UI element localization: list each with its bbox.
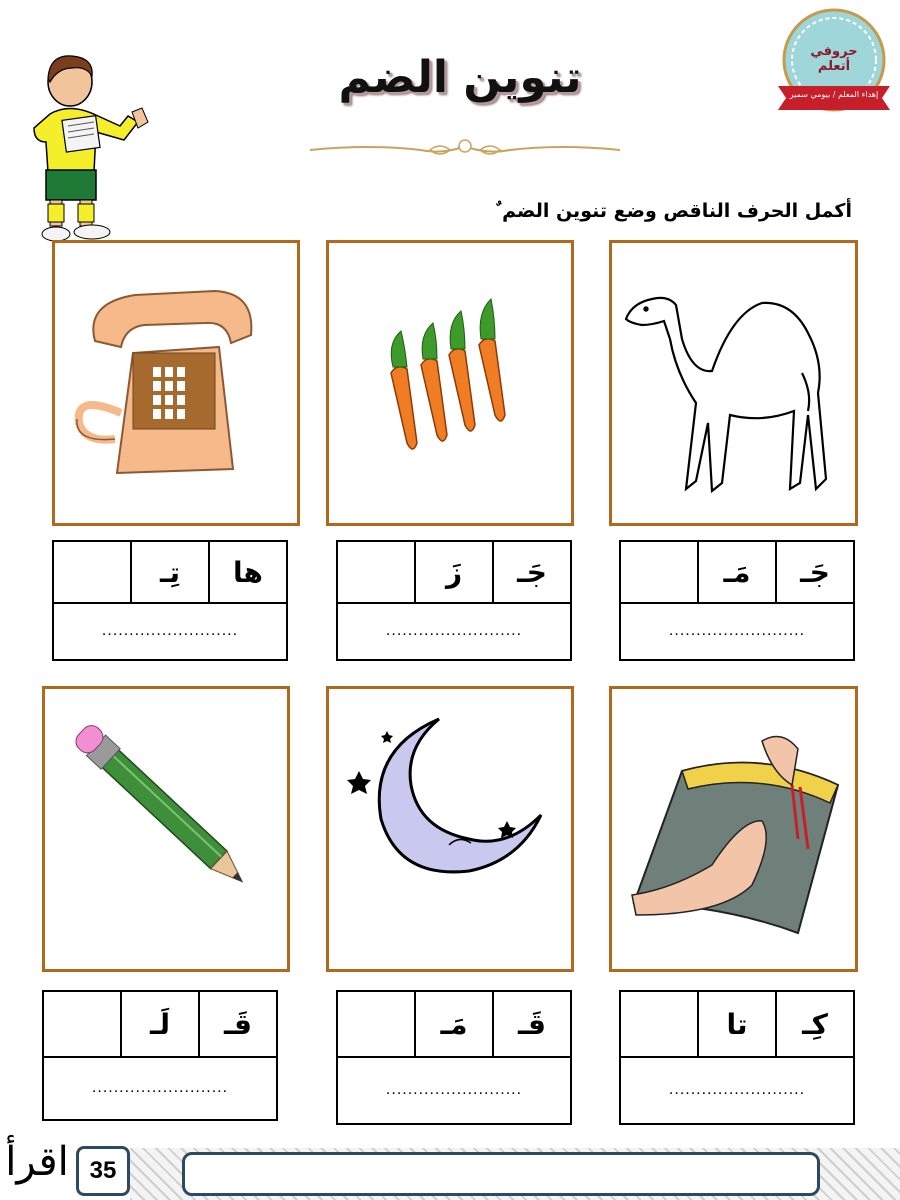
logo-seal xyxy=(774,6,894,116)
letter-cell: لَـ xyxy=(120,992,198,1056)
page-title: تنوين الضم xyxy=(338,52,582,103)
letter-cell: قَـ xyxy=(198,992,276,1056)
iqra-calligraphy: اقرأ xyxy=(5,1139,69,1185)
blank-letter-cell[interactable] xyxy=(54,542,130,602)
blank-letter-cell[interactable] xyxy=(621,992,697,1056)
picture-card-telephone xyxy=(52,240,300,526)
picture-card-pencil xyxy=(42,686,290,972)
answer-table-telephone xyxy=(52,540,288,661)
letter-cell: ها xyxy=(208,542,286,602)
pencil-icon xyxy=(45,689,287,969)
letter-cell: مَـ xyxy=(414,992,492,1056)
picture-card-moon xyxy=(326,686,574,972)
answer-line[interactable]: ......................... xyxy=(385,621,523,639)
letter-cell: تا xyxy=(697,992,775,1056)
answer-table-moon xyxy=(336,990,572,1125)
moon-icon xyxy=(329,689,571,969)
blank-letter-cell[interactable] xyxy=(338,542,414,602)
picture-card-carrots xyxy=(326,240,574,526)
picture-card-book xyxy=(609,686,858,972)
boy-reading-illustration xyxy=(20,52,155,244)
letter-cell: جَـ xyxy=(492,542,570,602)
telephone-icon xyxy=(55,243,297,523)
page-number: 35 xyxy=(76,1146,130,1196)
book-icon xyxy=(612,689,855,969)
footer-frame xyxy=(182,1152,820,1196)
logo-ribbon-text: إهداء المعلم / بيومي سمير xyxy=(789,90,879,99)
carrots-icon xyxy=(329,243,571,523)
answer-table-pencil xyxy=(42,990,278,1121)
letter-cell: جَـ xyxy=(775,542,853,602)
answer-line[interactable]: ......................... xyxy=(668,1080,806,1098)
letter-cell: كِـ xyxy=(775,992,853,1056)
blank-letter-cell[interactable] xyxy=(338,992,414,1056)
answer-table-carrots xyxy=(336,540,572,661)
answer-table-book xyxy=(619,990,855,1125)
letter-cell: زَ xyxy=(414,542,492,602)
title-flourish xyxy=(310,134,620,164)
answer-line[interactable]: ......................... xyxy=(385,1080,523,1098)
answer-table-camel xyxy=(619,540,855,661)
camel-icon xyxy=(612,243,855,523)
answer-line[interactable]: ......................... xyxy=(91,1078,229,1096)
letter-cell: قَـ xyxy=(492,992,570,1056)
answer-line[interactable]: ......................... xyxy=(668,621,806,639)
picture-card-camel xyxy=(609,240,858,526)
answer-line[interactable]: ......................... xyxy=(101,621,239,639)
blank-letter-cell[interactable] xyxy=(621,542,697,602)
blank-letter-cell[interactable] xyxy=(44,992,120,1056)
logo-main-text: حروفي أتعلم xyxy=(810,44,858,74)
instruction-text: أكمل الحرف الناقص وضع تنوين الضم ٌ xyxy=(495,200,852,222)
letter-cell: مَـ xyxy=(697,542,775,602)
letter-cell: تِـ xyxy=(130,542,208,602)
